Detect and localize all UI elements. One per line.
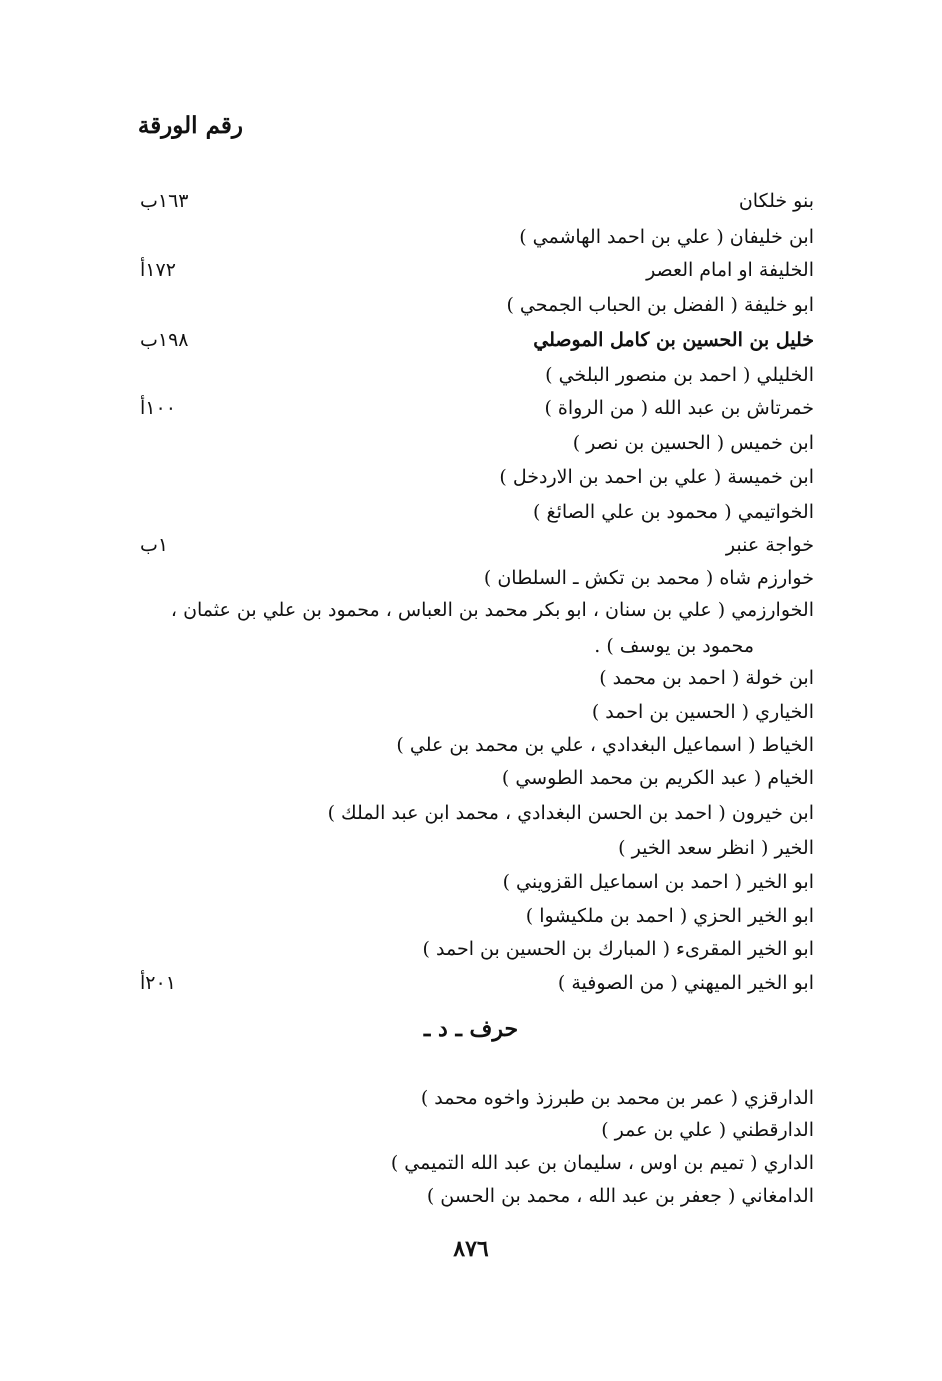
index-entry: ابن خيرون ( احمد بن الحسن البغدادي ، محمد ابن عبد الملك )	[327, 802, 814, 824]
index-entry: الخيام ( عبد الكريم بن محمد الطوسي )	[501, 767, 814, 789]
folio-reference: ١ب	[140, 534, 169, 556]
page-number: ٨٧٦	[453, 1236, 489, 1262]
index-entry: خمرتاش بن عبد الله ( من الرواة )	[544, 397, 814, 419]
index-entry: ابن خميسة ( علي بن احمد بن الاردخل )	[499, 466, 814, 488]
folio-reference: ١٦٣ب	[140, 190, 189, 212]
index-entry: ابو الخير الحزي ( احمد بن ملكيشوا )	[525, 905, 814, 927]
folio-reference: ١٩٨ب	[140, 329, 189, 351]
index-entry: ابن خولة ( احمد بن محمد )	[599, 667, 814, 689]
index-entry: ابو خليفة ( الفضل بن الحباب الجمحي )	[506, 294, 814, 316]
index-entry: خوارزم شاه ( محمد بن تكش ـ السلطان )	[483, 567, 814, 589]
index-entry: الداري ( تميم بن اوس ، سليمان بن عبد الله التميمي )	[390, 1152, 814, 1174]
index-entry: الدامغاني ( جعفر بن عبد الله ، محمد بن الحسن )	[426, 1185, 814, 1207]
index-entry: ابو الخير ( احمد بن اسماعيل القزويني )	[502, 871, 814, 893]
folio-reference: ٢٠١أ	[140, 972, 176, 994]
index-entry-continuation: محمود بن يوسف ) .	[594, 635, 754, 657]
index-entry: خليل بن الحسين بن كامل الموصلي	[533, 329, 814, 351]
index-entry: الخليفة او امام العصر	[646, 259, 814, 281]
folio-reference: ١٠٠أ	[140, 397, 176, 419]
index-entry: الخليلي ( احمد بن منصور البلخي )	[545, 364, 814, 386]
index-entry: الدارقزي ( عمر بن محمد بن طبرزذ واخوه محمد )	[420, 1087, 814, 1109]
index-entry: ابن خليفان ( علي بن احمد الهاشمي )	[519, 226, 814, 248]
index-entry: بنو خلكان	[738, 190, 814, 212]
index-entry: ابو الخير الميهني ( من الصوفية )	[557, 972, 814, 994]
index-entry: الخياط ( اسماعيل البغدادي ، علي بن محمد بن علي )	[396, 734, 814, 756]
index-entry: الخوارزمي ( علي بن سنان ، ابو بكر محمد بن العباس ، محمود بن علي بن عثمان ،	[170, 599, 814, 621]
index-entry: الخواتيمي ( محمود بن علي الصائغ )	[533, 501, 814, 523]
column-header-folio-number: رقم الورقة	[137, 112, 243, 139]
index-entry: ابو الخير المقرىء ( المبارك بن الحسين بن احمد )	[422, 938, 814, 960]
index-entry: الدارقطني ( علي بن عمر )	[601, 1119, 814, 1141]
index-entry: خواجة عنبر	[725, 534, 814, 556]
index-entry: الخياري ( الحسين بن احمد )	[591, 701, 814, 723]
folio-reference: ١٧٢أ	[140, 259, 176, 281]
index-entry: ابن خميس ( الحسين بن نصر )	[572, 432, 814, 454]
section-heading: حرف ـ د ـ	[423, 1016, 519, 1042]
index-entry: الخير ( انظر سعد الخير )	[618, 837, 814, 859]
